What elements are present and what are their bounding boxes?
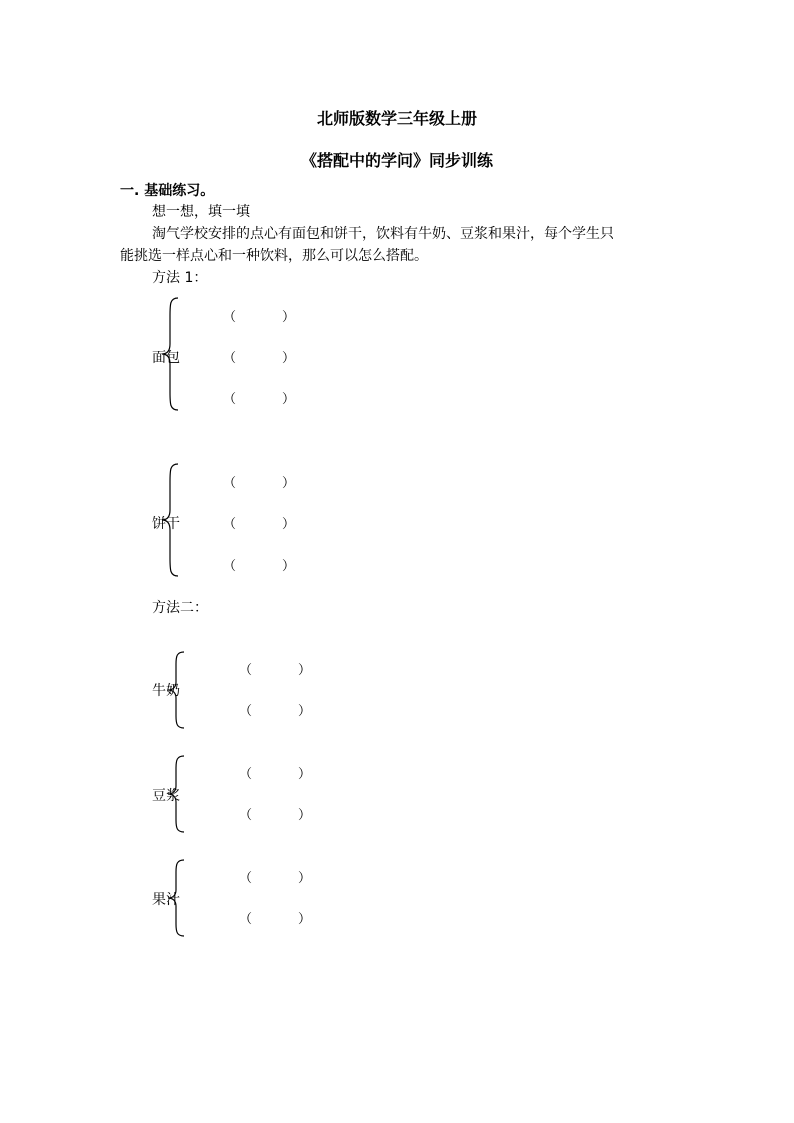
method2-label: 方法二： [152, 600, 208, 616]
lesson-title: 《搭配中的学问》同步训练 [300, 151, 493, 170]
worksheet-title: 北师版数学三年级上册 [316, 109, 477, 128]
drink-label-soymilk: 豆浆 [152, 788, 180, 804]
brace-bread [160, 296, 190, 412]
problem-text-line1: 淘气学校安排的点心有面包和饼干，饮料有牛奶、豆浆和果汁，每个学生只 [152, 226, 614, 242]
worksheet-page: 北师版数学三年级上册 《搭配中的学问》同步训练 一. 基础练习。 想一想，填一填 淘气学校安排的点心有面包和饼干，饮料有牛奶、豆浆和果汁，每个学生只 能挑选一样点心和一种饮料，那么可以怎么搭配。 方法 1： 面包 （ ） （ ） （ ） 饼干 （ ） （ ） （ ） 方法二： 牛奶 （ ） （ ） 豆浆 （ ） （ ） 果汁 （ ） （ ） [0, 0, 794, 1123]
section-heading: 一. 基础练习。 [120, 183, 215, 199]
brace-soymilk [166, 754, 196, 834]
drink-label-juice: 果汁 [152, 892, 180, 908]
brace-milk [166, 650, 196, 730]
method1-label: 方法 1： [152, 270, 208, 286]
task-instruction: 想一想，填一填 [152, 204, 250, 220]
snack-label-bread: 面包 [152, 350, 180, 366]
problem-text-line2: 能挑选一样点心和一种饮料，那么可以怎么搭配。 [120, 248, 428, 264]
drink-label-milk: 牛奶 [152, 683, 180, 699]
brace-juice [166, 858, 196, 938]
snack-label-biscuit: 饼干 [152, 516, 180, 532]
brace-biscuit [160, 462, 190, 578]
